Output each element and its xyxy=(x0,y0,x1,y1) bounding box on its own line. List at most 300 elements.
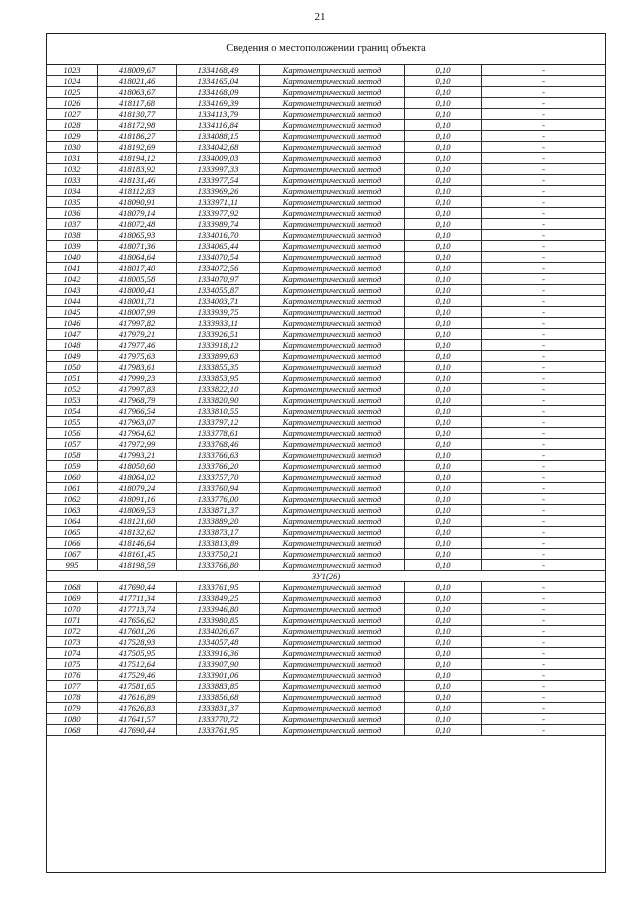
coord-y: 1334169,39 xyxy=(177,98,260,109)
coord-y: 1333761,95 xyxy=(177,725,260,736)
coord-x: 418130,77 xyxy=(98,109,177,120)
method: Картометрический метод xyxy=(260,241,405,252)
note: - xyxy=(482,65,606,76)
method: Картометрический метод xyxy=(260,681,405,692)
coord-x: 417979,21 xyxy=(98,329,177,340)
method: Картометрический метод xyxy=(260,252,405,263)
coord-y: 1333813,89 xyxy=(177,538,260,549)
coord-y: 1333770,72 xyxy=(177,714,260,725)
note: - xyxy=(482,648,606,659)
note: - xyxy=(482,186,606,197)
table-row xyxy=(47,142,605,153)
coord-y: 1333969,26 xyxy=(177,186,260,197)
table-row xyxy=(47,318,605,329)
note: - xyxy=(482,626,606,637)
coord-x: 417997,83 xyxy=(98,384,177,395)
precision: 0,10 xyxy=(405,351,482,362)
table-row xyxy=(47,703,605,714)
method: Картометрический метод xyxy=(260,395,405,406)
table-row xyxy=(47,516,605,527)
note: - xyxy=(482,98,606,109)
method: Картометрический метод xyxy=(260,153,405,164)
note: - xyxy=(482,362,606,373)
precision: 0,10 xyxy=(405,329,482,340)
point-number: 1024 xyxy=(47,76,98,87)
note: - xyxy=(482,725,606,736)
point-number: 1062 xyxy=(47,494,98,505)
method: Картометрический метод xyxy=(260,648,405,659)
note: - xyxy=(482,560,606,571)
coord-y: 1333971,11 xyxy=(177,197,260,208)
table-row xyxy=(47,362,605,373)
sheet-title: Сведения о местоположении границ объекта xyxy=(47,34,605,65)
coord-x: 417993,21 xyxy=(98,450,177,461)
method: Картометрический метод xyxy=(260,87,405,98)
coord-y: 1333855,35 xyxy=(177,362,260,373)
table-row xyxy=(47,296,605,307)
coord-x: 418091,16 xyxy=(98,494,177,505)
coord-y: 1333883,85 xyxy=(177,681,260,692)
coord-y: 1333997,33 xyxy=(177,164,260,175)
coord-y: 1333926,51 xyxy=(177,329,260,340)
coord-x: 417690,44 xyxy=(98,582,177,593)
coord-x: 417581,65 xyxy=(98,681,177,692)
precision: 0,10 xyxy=(405,439,482,450)
note: - xyxy=(482,318,606,329)
precision: 0,10 xyxy=(405,98,482,109)
point-number: 1025 xyxy=(47,87,98,98)
note: - xyxy=(482,615,606,626)
coord-y: 1333820,90 xyxy=(177,395,260,406)
method: Картометрический метод xyxy=(260,76,405,87)
table-row xyxy=(47,241,605,252)
note: - xyxy=(482,208,606,219)
coord-x: 417983,61 xyxy=(98,362,177,373)
method: Картометрический метод xyxy=(260,725,405,736)
point-number: 1043 xyxy=(47,285,98,296)
coord-y: 1333810,55 xyxy=(177,406,260,417)
precision: 0,10 xyxy=(405,604,482,615)
point-number: 1049 xyxy=(47,351,98,362)
precision: 0,10 xyxy=(405,285,482,296)
table-row xyxy=(47,208,605,219)
method: Картометрический метод xyxy=(260,263,405,274)
coord-x: 417656,62 xyxy=(98,615,177,626)
point-number: 1059 xyxy=(47,461,98,472)
coord-x: 417626,83 xyxy=(98,703,177,714)
precision: 0,10 xyxy=(405,219,482,230)
coord-x: 418072,48 xyxy=(98,219,177,230)
coord-x: 417999,23 xyxy=(98,373,177,384)
point-number: 1056 xyxy=(47,428,98,439)
coord-x: 417690,44 xyxy=(98,725,177,736)
method: Картометрический метод xyxy=(260,703,405,714)
point-number: 1029 xyxy=(47,131,98,142)
precision: 0,10 xyxy=(405,87,482,98)
note: - xyxy=(482,604,606,615)
precision: 0,10 xyxy=(405,637,482,648)
table-row xyxy=(47,527,605,538)
table-row xyxy=(47,351,605,362)
note: - xyxy=(482,505,606,516)
table-row xyxy=(47,593,605,604)
coord-y: 1333977,54 xyxy=(177,175,260,186)
method: Картометрический метод xyxy=(260,373,405,384)
point-number: 1058 xyxy=(47,450,98,461)
note: - xyxy=(482,175,606,186)
point-number: 1063 xyxy=(47,505,98,516)
point-number: 995 xyxy=(47,560,98,571)
note: - xyxy=(482,76,606,87)
coord-y: 1333918,12 xyxy=(177,340,260,351)
table-row xyxy=(47,87,605,98)
point-number: 1045 xyxy=(47,307,98,318)
coord-y: 1333889,20 xyxy=(177,516,260,527)
coord-y: 1334070,97 xyxy=(177,274,260,285)
table-row xyxy=(47,615,605,626)
coord-y: 1333977,92 xyxy=(177,208,260,219)
precision: 0,10 xyxy=(405,307,482,318)
note: - xyxy=(482,406,606,417)
coord-x: 418131,46 xyxy=(98,175,177,186)
coord-y: 1334026,67 xyxy=(177,626,260,637)
table-row xyxy=(47,417,605,428)
precision: 0,10 xyxy=(405,109,482,120)
note: - xyxy=(482,285,606,296)
note: - xyxy=(482,87,606,98)
point-number: 1070 xyxy=(47,604,98,615)
precision: 0,10 xyxy=(405,626,482,637)
table-row xyxy=(47,483,605,494)
point-number: 1061 xyxy=(47,483,98,494)
point-number: 1033 xyxy=(47,175,98,186)
method: Картометрический метод xyxy=(260,637,405,648)
method: Картометрический метод xyxy=(260,670,405,681)
table-row xyxy=(47,384,605,395)
point-number: 1026 xyxy=(47,98,98,109)
table-row xyxy=(47,263,605,274)
coord-x: 417713,74 xyxy=(98,604,177,615)
coord-x: 418112,83 xyxy=(98,186,177,197)
note: - xyxy=(482,307,606,318)
coord-y: 1333916,36 xyxy=(177,648,260,659)
page-number: 21 xyxy=(314,11,326,23)
precision: 0,10 xyxy=(405,725,482,736)
table-row xyxy=(47,98,605,109)
coord-y: 1333797,12 xyxy=(177,417,260,428)
point-number: 1054 xyxy=(47,406,98,417)
coord-x: 418192,69 xyxy=(98,142,177,153)
point-number: 1053 xyxy=(47,395,98,406)
method: Картометрический метод xyxy=(260,329,405,340)
table-row xyxy=(47,230,605,241)
point-number: 1032 xyxy=(47,164,98,175)
precision: 0,10 xyxy=(405,549,482,560)
point-number: 1071 xyxy=(47,615,98,626)
coord-x: 417963,07 xyxy=(98,417,177,428)
method: Картометрический метод xyxy=(260,714,405,725)
coord-y: 1333849,25 xyxy=(177,593,260,604)
point-number: 1080 xyxy=(47,714,98,725)
coord-x: 418186,27 xyxy=(98,131,177,142)
coord-x: 418146,64 xyxy=(98,538,177,549)
method: Картометрический метод xyxy=(260,120,405,131)
coord-y: 1333822,10 xyxy=(177,384,260,395)
method: Картометрический метод xyxy=(260,494,405,505)
coord-y: 1333757,70 xyxy=(177,472,260,483)
note: - xyxy=(482,219,606,230)
point-number: 1051 xyxy=(47,373,98,384)
precision: 0,10 xyxy=(405,615,482,626)
precision: 0,10 xyxy=(405,593,482,604)
coord-y: 1334055,87 xyxy=(177,285,260,296)
precision: 0,10 xyxy=(405,692,482,703)
method: Картометрический метод xyxy=(260,560,405,571)
method: Картометрический метод xyxy=(260,208,405,219)
note: - xyxy=(482,703,606,714)
table-row xyxy=(47,549,605,560)
coord-y: 1333853,95 xyxy=(177,373,260,384)
note: - xyxy=(482,340,606,351)
precision: 0,10 xyxy=(405,461,482,472)
method: Картометрический метод xyxy=(260,351,405,362)
coord-x: 417997,82 xyxy=(98,318,177,329)
table-row xyxy=(47,439,605,450)
note: - xyxy=(482,197,606,208)
precision: 0,10 xyxy=(405,230,482,241)
precision: 0,10 xyxy=(405,318,482,329)
method: Картометрический метод xyxy=(260,98,405,109)
method: Картометрический метод xyxy=(260,175,405,186)
coord-y: 1334165,04 xyxy=(177,76,260,87)
coord-y: 1334065,44 xyxy=(177,241,260,252)
coord-x: 417966,54 xyxy=(98,406,177,417)
precision: 0,10 xyxy=(405,296,482,307)
precision: 0,10 xyxy=(405,142,482,153)
table-row xyxy=(47,373,605,384)
method: Картометрический метод xyxy=(260,538,405,549)
note: - xyxy=(482,296,606,307)
method: Картометрический метод xyxy=(260,197,405,208)
table-row xyxy=(47,175,605,186)
table-row xyxy=(47,406,605,417)
coord-x: 417529,46 xyxy=(98,670,177,681)
point-number: 1040 xyxy=(47,252,98,263)
precision: 0,10 xyxy=(405,417,482,428)
point-number: 1069 xyxy=(47,593,98,604)
table-row xyxy=(47,604,605,615)
table-row xyxy=(47,307,605,318)
note: - xyxy=(482,373,606,384)
coord-y: 1334088,15 xyxy=(177,131,260,142)
method: Картометрический метод xyxy=(260,472,405,483)
note: - xyxy=(482,681,606,692)
coord-y: 1334070,54 xyxy=(177,252,260,263)
method: Картометрический метод xyxy=(260,615,405,626)
point-number: 1077 xyxy=(47,681,98,692)
coord-y: 1333856,68 xyxy=(177,692,260,703)
method: Картометрический метод xyxy=(260,109,405,120)
method: Картометрический метод xyxy=(260,450,405,461)
coord-y: 1333899,63 xyxy=(177,351,260,362)
point-number: 1027 xyxy=(47,109,98,120)
precision: 0,10 xyxy=(405,362,482,373)
coord-y: 1333989,74 xyxy=(177,219,260,230)
method: Картометрический метод xyxy=(260,516,405,527)
coord-x: 418064,02 xyxy=(98,472,177,483)
point-number: 1067 xyxy=(47,549,98,560)
boundary-sheet xyxy=(46,33,606,873)
precision: 0,10 xyxy=(405,538,482,549)
precision: 0,10 xyxy=(405,527,482,538)
note: - xyxy=(482,142,606,153)
method: Картометрический метод xyxy=(260,428,405,439)
method: Картометрический метод xyxy=(260,230,405,241)
coord-y: 1333871,37 xyxy=(177,505,260,516)
note: - xyxy=(482,120,606,131)
coord-x: 418063,67 xyxy=(98,87,177,98)
coord-x: 417968,79 xyxy=(98,395,177,406)
precision: 0,10 xyxy=(405,274,482,285)
method: Картометрический метод xyxy=(260,274,405,285)
note: - xyxy=(482,450,606,461)
coord-y: 1334016,70 xyxy=(177,230,260,241)
note: - xyxy=(482,692,606,703)
point-number: 1039 xyxy=(47,241,98,252)
table-row xyxy=(47,505,605,516)
table-row xyxy=(47,329,605,340)
point-number: 1038 xyxy=(47,230,98,241)
coord-y: 1333907,90 xyxy=(177,659,260,670)
point-number: 1028 xyxy=(47,120,98,131)
coord-x: 418183,92 xyxy=(98,164,177,175)
point-number: 1075 xyxy=(47,659,98,670)
table-row xyxy=(47,395,605,406)
table-row xyxy=(47,648,605,659)
precision: 0,10 xyxy=(405,450,482,461)
note: - xyxy=(482,472,606,483)
precision: 0,10 xyxy=(405,703,482,714)
coord-x: 417641,57 xyxy=(98,714,177,725)
method: Картометрический метод xyxy=(260,318,405,329)
coord-x: 418007,99 xyxy=(98,307,177,318)
point-number: 1041 xyxy=(47,263,98,274)
coord-y: 1334009,03 xyxy=(177,153,260,164)
precision: 0,10 xyxy=(405,263,482,274)
coord-y: 1334072,56 xyxy=(177,263,260,274)
coord-x: 418069,53 xyxy=(98,505,177,516)
precision: 0,10 xyxy=(405,131,482,142)
note: - xyxy=(482,483,606,494)
coord-x: 418194,12 xyxy=(98,153,177,164)
method: Картометрический метод xyxy=(260,186,405,197)
precision: 0,10 xyxy=(405,659,482,670)
note: - xyxy=(482,351,606,362)
point-number: 1036 xyxy=(47,208,98,219)
method: Картометрический метод xyxy=(260,131,405,142)
precision: 0,10 xyxy=(405,505,482,516)
coord-x: 418117,68 xyxy=(98,98,177,109)
coord-x: 418161,45 xyxy=(98,549,177,560)
coord-x: 417616,89 xyxy=(98,692,177,703)
coord-x: 417505,95 xyxy=(98,648,177,659)
coord-y: 1333939,75 xyxy=(177,307,260,318)
precision: 0,10 xyxy=(405,483,482,494)
coord-x: 418079,24 xyxy=(98,483,177,494)
note: - xyxy=(482,153,606,164)
method: Картометрический метод xyxy=(260,384,405,395)
table-row xyxy=(47,670,605,681)
coord-x: 418090,91 xyxy=(98,197,177,208)
coord-y: 1333766,80 xyxy=(177,560,260,571)
coord-y: 1334116,84 xyxy=(177,120,260,131)
point-number: 1072 xyxy=(47,626,98,637)
table-row xyxy=(47,274,605,285)
method: Картометрический метод xyxy=(260,307,405,318)
coord-x: 418050,60 xyxy=(98,461,177,472)
coord-x: 417512,64 xyxy=(98,659,177,670)
coord-x: 417711,34 xyxy=(98,593,177,604)
precision: 0,10 xyxy=(405,494,482,505)
point-number: 1060 xyxy=(47,472,98,483)
note: - xyxy=(482,164,606,175)
coord-y: 1333776,00 xyxy=(177,494,260,505)
precision: 0,10 xyxy=(405,208,482,219)
coord-y: 1333980,85 xyxy=(177,615,260,626)
method: Картометрический метод xyxy=(260,549,405,560)
method: Картометрический метод xyxy=(260,604,405,615)
coord-y: 1333766,63 xyxy=(177,450,260,461)
note: - xyxy=(482,428,606,439)
coord-y: 1333901,06 xyxy=(177,670,260,681)
coord-y: 1334168,49 xyxy=(177,65,260,76)
point-number: 1057 xyxy=(47,439,98,450)
note: - xyxy=(482,714,606,725)
note: - xyxy=(482,637,606,648)
note: - xyxy=(482,582,606,593)
point-number: 1044 xyxy=(47,296,98,307)
note: - xyxy=(482,263,606,274)
table-row xyxy=(47,714,605,725)
note: - xyxy=(482,329,606,340)
coord-x: 418198,59 xyxy=(98,560,177,571)
note: - xyxy=(482,252,606,263)
point-number: 1050 xyxy=(47,362,98,373)
precision: 0,10 xyxy=(405,164,482,175)
point-number: 1034 xyxy=(47,186,98,197)
note: - xyxy=(482,274,606,285)
precision: 0,10 xyxy=(405,373,482,384)
precision: 0,10 xyxy=(405,681,482,692)
coord-y: 1333750,21 xyxy=(177,549,260,560)
method: Картометрический метод xyxy=(260,692,405,703)
coord-x: 418000,41 xyxy=(98,285,177,296)
table-row xyxy=(47,285,605,296)
point-number: 1078 xyxy=(47,692,98,703)
coord-x: 417964,62 xyxy=(98,428,177,439)
method: Картометрический метод xyxy=(260,65,405,76)
coord-y: 1334003,71 xyxy=(177,296,260,307)
table-row xyxy=(47,659,605,670)
method: Картометрический метод xyxy=(260,659,405,670)
method: Картометрический метод xyxy=(260,582,405,593)
method: Картометрический метод xyxy=(260,593,405,604)
table-row xyxy=(47,340,605,351)
note: - xyxy=(482,395,606,406)
table-row xyxy=(47,494,605,505)
table-row xyxy=(47,560,605,571)
method: Картометрический метод xyxy=(260,505,405,516)
